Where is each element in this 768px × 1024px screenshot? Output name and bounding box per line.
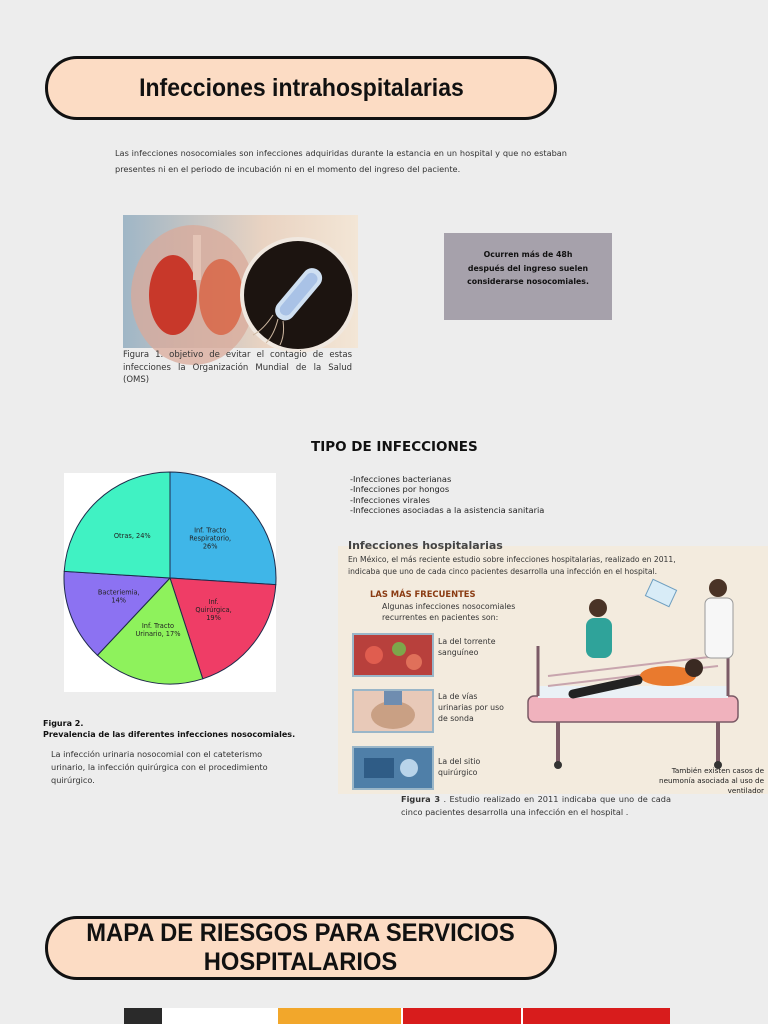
section-title-tipo: TIPO DE INFECCIONES xyxy=(311,439,478,455)
figure1-lungs-bacteria-image xyxy=(123,215,358,348)
pie-slice-label: Otras, 24% xyxy=(113,531,151,540)
title-banner xyxy=(45,56,557,120)
list-item: -Infecciones asociadas a la asistencia sanitaria xyxy=(350,504,545,515)
strip-cell xyxy=(403,1008,521,1024)
note-line: después del ingreso suelen xyxy=(467,263,589,273)
lungs-illustration xyxy=(123,215,358,348)
strip-cell xyxy=(278,1008,401,1024)
hands-icon xyxy=(354,691,432,731)
figure3-infographic xyxy=(338,539,768,795)
note-line: Ocurren más de 48h xyxy=(483,250,573,259)
figure3-label: Figura 3 xyxy=(401,794,441,804)
urinary-thumbnail xyxy=(352,689,434,733)
note-box xyxy=(444,233,612,320)
infographic-header: Infecciones hospitalarias xyxy=(348,539,503,552)
pie-slice-label: Inf. Tracto Urinario, 17% xyxy=(135,621,181,638)
frecuente-item: La del torrente sanguíneo xyxy=(438,637,496,657)
pie-slice-label: Inf. Quirúrgica, 19% xyxy=(195,597,232,622)
pie-slice-label: Inf. Tracto Respiratorio, 26% xyxy=(189,526,232,551)
page-title: Infecciones intrahospitalarias xyxy=(138,73,464,102)
surgical-thumbnail xyxy=(352,746,434,790)
surgery-icon xyxy=(354,748,432,788)
intro-paragraph: Las infecciones nosocomiales son infecciones adquiridas durante la estancia en un hospital y que no estaban presentes ni en el periodo de incubación ni en el momento del ingreso del paciente. xyxy=(115,148,567,174)
list-item: -Infecciones por hongos xyxy=(350,484,450,495)
blood-cells-icon xyxy=(354,635,432,675)
pie-slice xyxy=(64,472,170,578)
infographic-footer-note: También existen casos de neumonía asociada al uso de ventilador xyxy=(659,766,764,795)
frecuente-item: La del sitio quirúrgico xyxy=(438,757,481,777)
figure2-label: Figura 2. xyxy=(43,719,84,728)
strip-cell xyxy=(162,1008,278,1024)
frecuentes-title: LAS MÁS FRECUENTES xyxy=(370,589,476,599)
pie-chart-box xyxy=(64,473,276,692)
list-item: -Infecciones bacterianas xyxy=(350,474,452,484)
figure3-caption-text: . Estudio realizado en 2011 indicaba que uno de cada cinco pacientes desarrolla una infección en el hospital . xyxy=(401,794,671,817)
figure2-title: Prevalencia de las diferentes infecciones nosocomiales. xyxy=(43,730,296,739)
figure2-text: La infección urinaria nosocomial con el cateterismo urinario, la infección quirúrgica con el procedimiento quirúrgico. xyxy=(51,749,268,786)
strip-cell xyxy=(523,1008,670,1024)
banner-line: MAPA DE RIESGOS PARA SERVICIOS xyxy=(86,919,516,947)
hospital-bed-illustration xyxy=(518,576,768,776)
bloodstream-thumbnail xyxy=(352,633,434,677)
figure3-caption xyxy=(401,793,671,819)
risk-map-table-header xyxy=(124,1008,670,1024)
frecuente-item: La de vías urinarias por uso de sonda xyxy=(438,692,504,723)
section-title-risk-map xyxy=(87,919,515,977)
frecuentes-subtitle: Algunas infecciones nosocomiales recurrentes en pacientes son: xyxy=(382,602,516,622)
strip-cell xyxy=(124,1008,162,1024)
infographic-intro: En México, el más reciente estudio sobre infecciones hospitalarias, realizado en 2011, indicaba que uno de cada cinco pacientes desarrolla una infección en el hospital. xyxy=(348,555,676,576)
pie-slice-label: Bacteriemia, 14% xyxy=(97,588,140,605)
infection-type-list xyxy=(350,474,544,515)
pie-chart xyxy=(64,473,276,692)
figure1-caption: Figura 1. objetivo de evitar el contagio de estas infecciones la Organización Mundial de la Salud (OMS) xyxy=(123,350,352,385)
list-item: -Infecciones virales xyxy=(350,494,430,505)
banner-line: HOSPITALARIOS xyxy=(204,948,398,976)
note-line: considerarse nosocomiales. xyxy=(467,277,589,286)
figure2-caption xyxy=(43,718,295,740)
risk-map-banner xyxy=(45,916,557,980)
